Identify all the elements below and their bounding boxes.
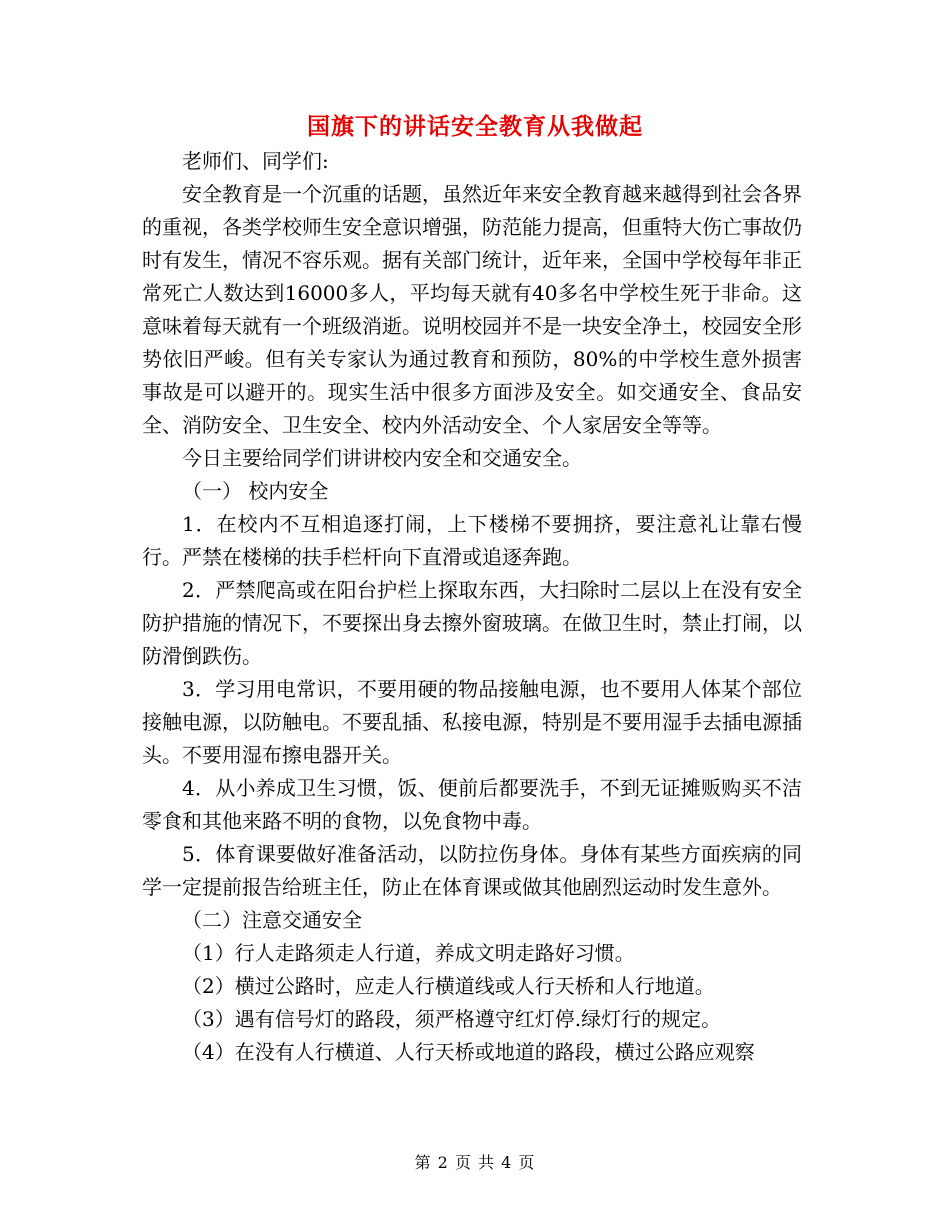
list-item-campus-5: 5．体育课要做好准备活动，以防拉伤身体。身体有某些方面疾病的同学一定提前报告给班主任，防止在体育课或做其他剧烈运动时发生意外。 [142,842,802,899]
list-item-campus-1: 1．在校内不互相追逐打闹，上下楼梯不要拥挤，要注意礼让靠右慢行。严禁在楼梯的扶手栏杆向下直滑或追逐奔跑。 [142,512,802,569]
list-item-traffic-1: （1）行人走路须走人行道，养成文明走路好习惯。 [182,941,635,965]
document-body [142,145,802,1069]
document-title: 国旗下的讲话安全教育从我做起 [307,113,643,140]
list-item-traffic-4: （4）在没有人行横道、人行天桥或地道的路段，横过公路应观察 [182,1040,755,1064]
list-item-campus-2: 2．严禁爬高或在阳台护栏上探取东西，大扫除时二层以上在没有安全防护措施的情况下，不要探出身去擦外窗玻璃。在做卫生时，禁止打闹，以防滑倒跌伤。 [142,578,802,668]
section-heading-traffic: （二）注意交通安全 [182,908,362,932]
page-number: 第 2 页 共 4 页 [414,1153,536,1172]
section-heading-campus: （一） 校内安全 [182,479,329,503]
list-item-traffic-3: （3）遇有信号灯的路段，须严格遵守红灯停.绿灯行的规定。 [182,1007,722,1031]
list-item-campus-3: 3．学习用电常识，不要用硬的物品接触电源，也不要用人体某个部位接触电源，以防触电。不要乱插、私接电源，特别是不要用湿手去插电源插头。不要用湿布擦电器开关。 [142,677,802,767]
list-item-traffic-2: （2）横过公路时，应走人行横道线或人行天桥和人行地道。 [182,974,715,998]
paragraph-topic: 今日主要给同学们讲讲校内安全和交通安全。 [182,446,582,470]
paragraph-intro: 安全教育是一个沉重的话题，虽然近年来安全教育越来越得到社会各界的重视，各类学校师生安全意识增强，防范能力提高，但重特大伤亡事故仍时有发生，情况不容乐观。据有关部门统计，近年来，全国中学校每年非正常死亡人数达到16000多人，平均每天就有40多名中学校生死于非命。这意味着每天就有一个班级消逝。说明校园并不是一块安全净土，校园安全形势依旧严峻。但有关专家认为通过教育和预防，80%的中学校生意外损害事故是可以避开的。现实生活中很多方面涉及安全。如交通安全、食品安全、消防安全、卫生安全、校内外活动安全、个人家居安全等等。 [142,182,802,437]
salutation: 老师们、同学们: [182,149,329,173]
list-item-campus-4: 4．从小养成卫生习惯，饭、便前后都要洗手，不到无证摊贩购买不洁零食和其他来路不明的食物，以免食物中毒。 [142,776,802,833]
